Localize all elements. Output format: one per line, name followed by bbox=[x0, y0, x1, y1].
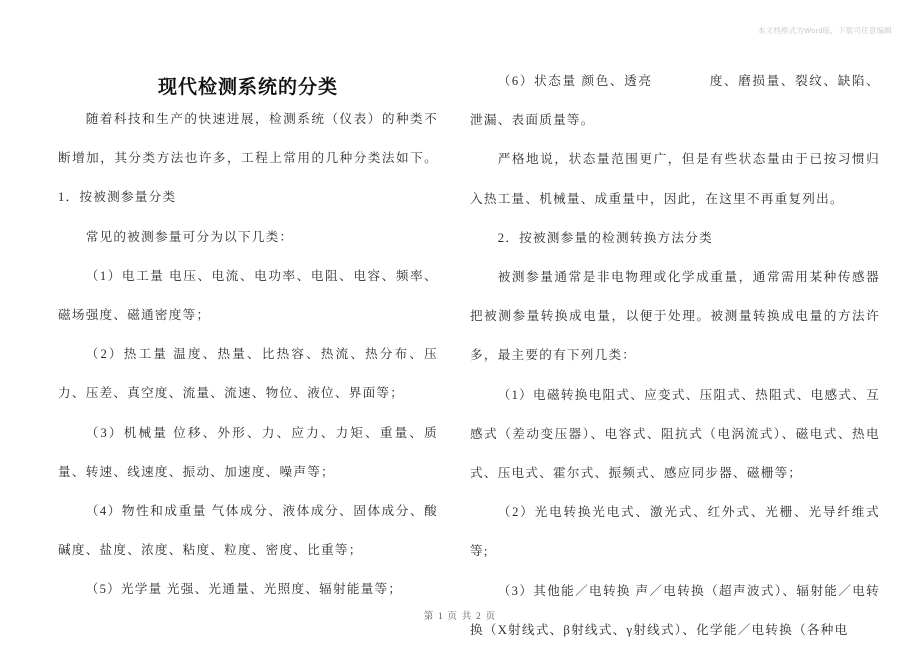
paragraph: （1）电工量 电压、电流、电功率、电阻、电容、频率、磁场强度、磁通密度等； bbox=[58, 268, 438, 323]
paragraph: （4）物性和成重量 气体成分、液体成分、固体成分、酸碱度、盐度、浓度、粘度、粒度、密度、比重等； bbox=[58, 504, 438, 558]
page-footer: 第 1 页 共 2 页 bbox=[423, 612, 497, 622]
paragraph: （6）状态量 颜色、透亮 度、磨损量、裂纹、缺陷、泄漏、表面质量等。 bbox=[470, 74, 880, 128]
paragraph: （2）热工量 温度、热量、比热容、热流、热分布、压力、压差、真空度、流量、流速、物位、液位、界面等； bbox=[58, 347, 438, 401]
section-heading: 2．按被测参量的检测转换方法分类 bbox=[497, 230, 713, 245]
paragraph: （3）机械量 位移、外形、力、应力、力矩、重量、质量、转速、线速度、振动、加速度、噪声等； bbox=[58, 425, 438, 479]
watermark-text: 本文档格式为Word版，下载可任意编辑 bbox=[757, 26, 892, 35]
right-column-paragraphs bbox=[470, 62, 880, 650]
paragraph: （2）光电转换光电式、激光式、红外式、光栅、光导纤维式等; bbox=[470, 505, 880, 559]
paragraph: （1）电磁转换电阻式、应变式、压阻式、热阻式、电感式、互感式（差动变压器）、电容式、阻抗式（电涡流式）、磁电式、热电式、压电式、霍尔式、振频式、感应同步器、磁栅等； bbox=[470, 387, 880, 481]
paragraph: （5）光学量 光强、光通量、光照度、辐射能量等； bbox=[85, 582, 403, 597]
page-title: 现代检测系统的分类 bbox=[157, 76, 338, 98]
paragraph: 随着科技和生产的快速进展，检测系统（仪表）的种类不断增加，其分类方法也许多，工程上常用的几种分类法如下。 1．按被测参量分类 bbox=[58, 112, 474, 205]
left-column-paragraphs bbox=[58, 100, 474, 610]
right-column bbox=[460, 62, 920, 650]
paragraph: 严格地说，状态量范围更广，但是有些状态量由于已按习惯归入热工量、机械量、成重量中，因此，在这里不再重复列出。 bbox=[470, 152, 880, 206]
paragraph: （3）其他能／电转换 声／电转换（超声波式）、辐射能／电转换（X射线式、β射线式、γ射线式）、化学能／电转换（各种电 bbox=[470, 583, 880, 637]
left-column bbox=[0, 62, 474, 610]
paragraph: 被测参量通常是非电物理或化学成重量，通常需用某种传感器把被测参量转换成电量，以便于处理。被测量转换成电量的方法许多，最主要的有下列几类： bbox=[470, 270, 880, 363]
paragraph: 常见的被测参量可分为以下几类： bbox=[85, 229, 294, 244]
